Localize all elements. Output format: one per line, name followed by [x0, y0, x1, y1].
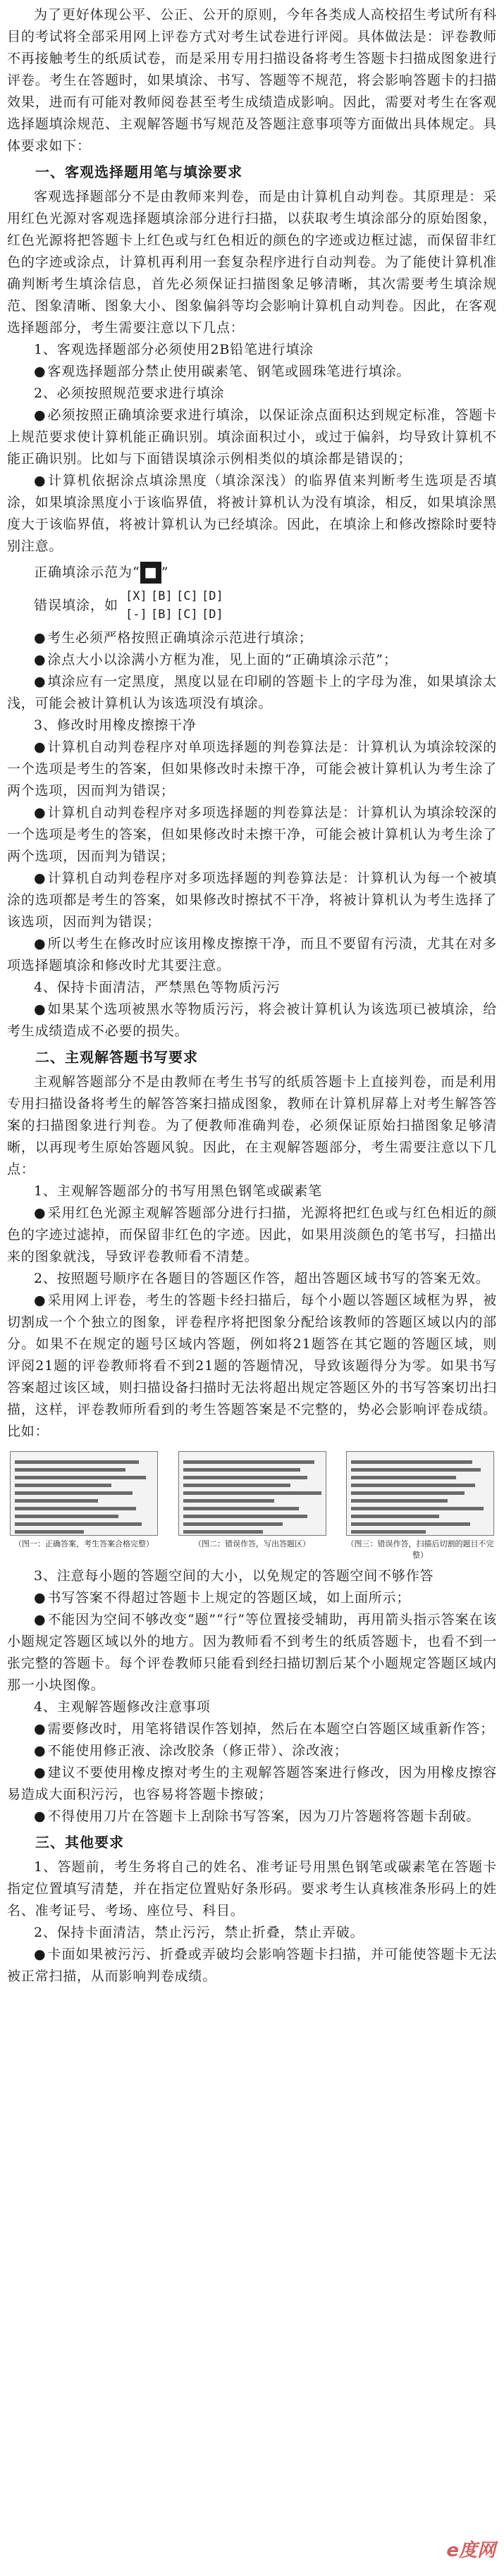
figure-2 — [178, 1451, 326, 1561]
section-1-item-3: 3、修改时用橡皮擦擦干净 — [34, 717, 197, 733]
section-1-item-2-bullet-4: ● 涂点大小以涂满小方框为准，见上面的“正确填涂示范”； — [7, 649, 497, 671]
wrong-bubble: [B] — [151, 608, 173, 622]
section-3-item-2-bullet-1: ● 卡面如果被污污、折叠或弄破均会影响答题卡扫描，并可能使答题卡无法被正常扫描，从而影响判卷成绩。 — [7, 1944, 497, 1988]
section-1-item-2-bullet-5: ● 填涂应有一定黑度，黑度以显在印刷的答题卡上的字母为准，如果填涂太浅，可能会被计算机认为该选项没有填涂。 — [7, 671, 497, 715]
section-2-item-4: 4、主观解答题修改注意事项 — [34, 1699, 211, 1715]
section-1-item-2-bullet-2: ● 计算机依据涂点填涂黑度（填涂深浅）的临界值来判断考生选项是否填涂，如果填涂黑度小于该临界值，将被计算机认为没有填涂，相反，如果填涂黑度大于该临界值，将被计算机认为已经填涂。因此，在填涂上和修改擦除时要特别注意。 — [7, 470, 497, 557]
wrong-bubble: [D] — [202, 589, 223, 603]
filled-bubble-icon: ■ — [140, 562, 161, 584]
section-2-paragraph: 主观解答题部分不是由教师在考生书写的纸质答题卡上直接判卷，而是利用专用扫描设备将考生的解答答案扫描成图象，教师在计算机屏幕上对考生解答答案的扫描图象进行判卷。为了便教师准确判卷，必须保证原始扫描图象足够清晰，以再现考生原始答题风貌。因此，在主观解答题部分，考生需要注意以下几点： — [7, 1074, 497, 1177]
section-3-item-1: 1、答题前，考生务将自己的姓名、准考证号用黑色钢笔或碳素笔在答题卡指定位置填写清楚，并在指定位置贴好条形码。要求考生认真核准条形码上的姓名、准考证号、考场、座位号、科目。 — [7, 1859, 497, 1918]
section-1-item-1: 1、客观选择题部分必须使用2B铅笔进行填涂 — [34, 342, 314, 357]
figure-3-image — [346, 1451, 494, 1536]
figure-3 — [346, 1451, 494, 1561]
section-2-item-4-bullet-3: ● 建议不要使用橡皮擦对考生的主观解答题答案进行修改，因为用橡皮擦容易造成大面积污污，也容易将答题卡擦破； — [7, 1762, 497, 1806]
section-2-item-3-bullet-2: ● 不能因为空间不够改变“题”“行”等位置接受辅助，再用箭头指示答案在该小题规定答题区域以外的地方。因为教师看不到考生的纸质答题卡，也看不到一张完整的答题卡。每个评卷教师只能看到经扫描切割后某个小题规定答题区域内那一小块图像。 — [7, 1609, 497, 1696]
correct-fill-demo — [34, 562, 497, 584]
section-1-item-1-bullet-1: ● 客观选择题部分禁止使用碳素笔、钢笔或圆珠笔进行填涂。 — [7, 361, 497, 383]
intro-paragraph: 为了更好体现公平、公正、公开的原则，今年各类成人高校招生考试所有科目的考试将全部采用网上评卷方式对考生试卷进行评阅。具体做法是：评卷教师不再接触考生的纸质试卷，而是采用专用扫描设备将考生答题卡扫描成图象进行评卷。考生在答题时，如果填涂、书写、答题等不规范，将会影响答题卡的扫描效果，进而有可能对教师阅卷甚至考生成绩造成影响。因此，需要对考生在客观选择题填涂规范、主观解答题书写规范及答题注意事项等方面做出具体规定。具体要求如下： — [7, 7, 497, 154]
section-2-item-2-bullet-1: ● 采用网上评卷，考生的答题卡经扫描后，每个小题以答题区域框为界，被切割成一个个独立的图象，评卷程序将把图象分配给该教师的答题区域以内的部分。如果不在规定的题号区域内答题，例如将21题答在其它题的答题区域，则评阅21题的评卷教师将看不到21题的答题情况，导致该题得分为零。如果书写答案超过该区域，则扫描设备扫描时无法将超出规定答题区外的书写答案切出扫描，这样，评卷教师所看到的考生答题答案是不完整的，势必会影响评卷成绩。比如： — [7, 1290, 497, 1443]
section-2-item-4-bullet-1: ● 需要修改时，用笔将错误作答划掉，然后在本题空白答题区域重新作答； — [7, 1718, 497, 1740]
section-2-item-1-bullet-1: ● 采用红色光源主观解答题部分进行扫描，光源将把红色或与红色相近的颜色的字迹过滤掉，而保留非红色的字迹。因此，如果用淡颜色的笔书写，扫描出来的图象就浅，导致评卷教师看不清楚。 — [7, 1202, 497, 1268]
section-1-item-4-bullet-1: ● 如果某个选项被黑水等物质污污，将会被计算机认为该选项已被填涂，给考生成绩造成不必要的损失。 — [7, 999, 497, 1042]
section-2-item-3: 3、注意每小题的答题空间的大小，以免规定的答题空间不够作答 — [34, 1568, 434, 1584]
figure-2-image — [178, 1451, 326, 1536]
section-1-item-3-bullet-4: ● 所以考生在修改时应该用橡皮擦擦干净，而且不要留有污渍，尤其在对多项选择题填涂和修改时尤其要注意。 — [7, 933, 497, 977]
section-1-paragraph: 客观选择题部分不是由教师来判卷，而是由计算机自动判卷。其原理是：采用红色光源对客观选择题填涂部分进行扫描，以获取考生填涂部分的原始图象，红色光源将把答题卡上红色或与红色相近的颜色的字迹或边框过滤，而保留非红色的字迹或涂点，计算机再利用一套复杂程序进行自动判卷。为了能使计算机准确判断考生填涂信息，首先必须保证扫描图象足够清晰，其次需要考生填涂规范、图象清晰、图象大小、图象偏斜等均会影响计算机自动判卷。因此，在客观选择题部分，考生需要注意以下几点： — [7, 189, 497, 335]
section-1-title: 一、客观选择题用笔与填涂要求 — [35, 164, 242, 180]
section-3-item-2: 2、保持卡面清洁，禁止污污，禁止折叠，禁止弄破。 — [34, 1925, 364, 1940]
figure-2-caption: （图二：错误作答，写出答题区） — [194, 1539, 310, 1548]
figure-1-caption: （图一：正确答案，考生答案合格完整） — [14, 1539, 154, 1548]
wrong-bubble: [-] — [125, 608, 147, 622]
wrong-bubble: [B] — [151, 589, 173, 603]
wrong-fill-grid — [125, 588, 227, 623]
figure-1-image — [10, 1451, 158, 1536]
section-2-item-1: 1、主观解答题部分的书写用黑色钢笔或碳素笔 — [34, 1183, 322, 1199]
wrong-fill-label: 错误填涂，如 — [34, 597, 119, 613]
wrong-bubble: [D] — [202, 608, 223, 622]
wrong-fill-demo — [34, 588, 497, 623]
section-2-item-2: 2、按照题号顺序在各题目的答题区作答，超出答题区域书写的答案无效。 — [34, 1271, 490, 1286]
wrong-bubble: [C] — [176, 589, 198, 603]
section-1-item-3-bullet-2: ● 计算机自动判卷程序对多项选择题的判卷算法是：计算机认为填涂较深的一个选项是考生的答案，但如果修改时未擦干净，可能会被计算机认为考生涂了两个选项，因而判为错误； — [7, 802, 497, 868]
section-2-item-4-bullet-2: ● 不能使用修正液、涂改胶条（修正带）、涂改液； — [7, 1740, 497, 1762]
section-2-item-4-bullet-4: ● 不得使用刀片在答题卡上刮除书写答案，因为刀片答题将答题卡刮破。 — [7, 1806, 497, 1828]
correct-fill-label-end: ” — [161, 565, 169, 580]
wrong-bubble: [C] — [176, 608, 198, 622]
section-2-title: 二、主观解答题书写要求 — [35, 1049, 198, 1066]
section-3-title: 三、其他要求 — [35, 1834, 124, 1851]
section-1-item-2-bullet-3: ● 考生必须严格按照正确填涂示范进行填涂； — [7, 627, 497, 649]
section-2-item-3-bullet-1: ● 书写答案不得超过答题卡上规定的答题区域，如上面所示； — [7, 1587, 497, 1609]
section-1-item-2: 2、必须按照规范要求进行填涂 — [34, 386, 225, 401]
site-watermark: e度网 — [446, 2540, 496, 2561]
section-1-item-2-bullet-1: ● 必须按照正确填涂要求进行填涂，以保证涂点面积达到规定标准，答题卡上规范要求使计算机能正确识别。填涂面积过小，或过于偏斜，均导致计算机不能正确识别。比如与下面错误填涂示例相类似的填涂都是错误的； — [7, 405, 497, 470]
figure-1 — [10, 1451, 158, 1561]
section-1-item-4: 4、保持卡面清洁，严禁黑色等物质污污 — [34, 980, 281, 995]
answer-sheet-examples — [7, 1451, 497, 1561]
section-1-item-3-bullet-1: ● 计算机自动判卷程序对单项选择题的判卷算法是：计算机认为填涂较深的一个选项是考生的答案，但如果修改时未擦干净，可能会被计算机认为考生涂了两个选项，因而判为错误； — [7, 737, 497, 802]
section-1-item-3-bullet-3: ● 计算机自动判卷程序对多项选择题的判卷算法是：计算机认为每一个被填涂的选项都是考生的答案，如果修改时擦拭不干净，将被计算机认为考生选择了该选项，因而判为错误； — [7, 868, 497, 933]
correct-fill-label: 正确填涂示范为“ — [34, 565, 140, 580]
figure-3-caption: （图三：错误作答，扫描后切割的题目不完整） — [346, 1539, 494, 1560]
wrong-bubble: [X] — [125, 589, 147, 603]
